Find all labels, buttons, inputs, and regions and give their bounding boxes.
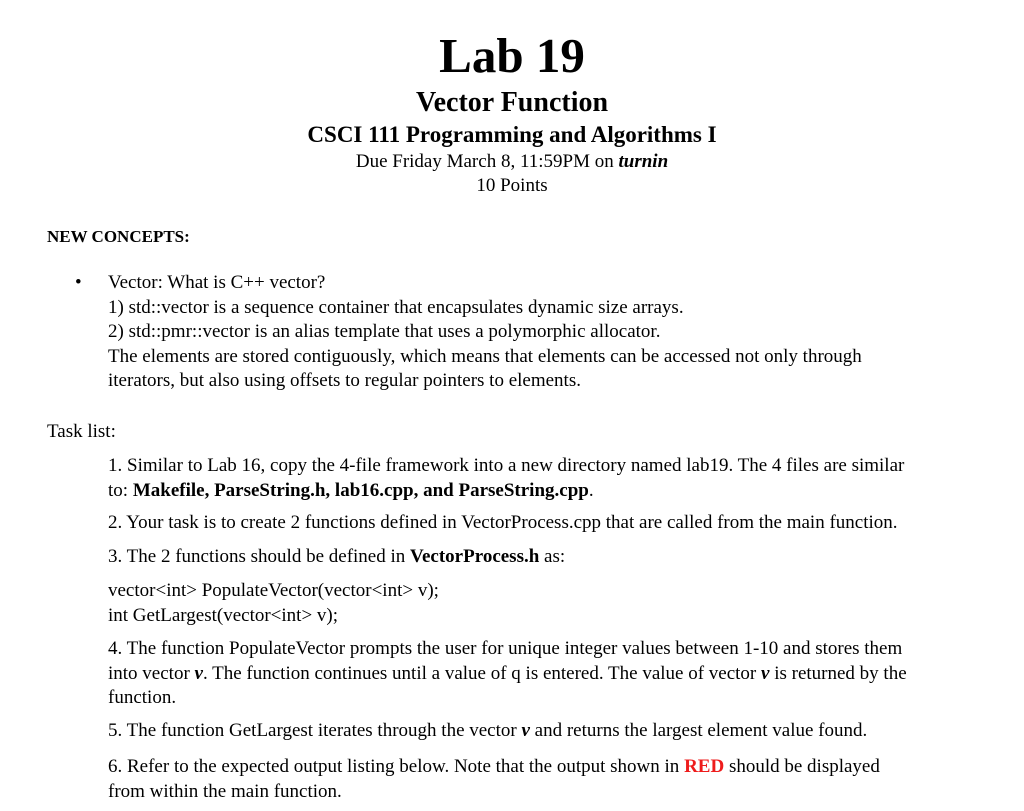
due-text: Due Friday March 8, 11:59PM on xyxy=(355,151,619,172)
task-5-prefix: 5. The function GetLargest iterates through the vector xyxy=(108,720,522,741)
task-4-line-1: 4. The function PopulateVector prompts the user for unique integer values between 1-10 and stores them xyxy=(108,638,903,659)
task-6-prefix: 6. Refer to the expected output listing below. Note that the output shown in xyxy=(108,756,685,777)
lab-title: Lab 19 xyxy=(439,28,585,83)
concept-line: 2) std::pmr::vector is an alias template that uses a polymorphic allocator. xyxy=(108,321,661,342)
concept-line: 1) std::vector is a sequence container that encapsulates dynamic size arrays. xyxy=(108,296,684,318)
task-1-line-1: 1. Similar to Lab 16, copy the 4-file framework into a new directory named lab19. The 4 files are similar xyxy=(108,455,905,476)
concept-line: Vector: What is C++ vector? xyxy=(108,272,326,293)
course-name: CSCI 111 Programming and Algorithms I xyxy=(307,122,717,147)
lab-subtitle: Vector Function xyxy=(415,87,609,118)
due-date xyxy=(0,150,1024,173)
task-6-line-1 xyxy=(108,755,998,780)
code-line-getlargest: int GetLargest(vector<int> v); xyxy=(108,604,339,626)
task-1 xyxy=(108,454,998,503)
task-1-prefix: to: xyxy=(108,479,133,501)
code-line-populate: vector<int> PopulateVector(vector<int> v); xyxy=(108,580,439,601)
task-5-var: v xyxy=(521,720,530,741)
concepts-bullet-text xyxy=(108,271,988,394)
task-3-suffix: as: xyxy=(539,546,566,567)
task-3-code xyxy=(108,579,998,628)
task-4-suffix: is returned by the xyxy=(769,662,907,684)
task-3-prefix: 3. The 2 functions should be defined in xyxy=(108,546,411,567)
task-1-files: Makefile, ParseString.h, lab16.cpp, and ParseString.cpp xyxy=(132,479,589,501)
task-4-var-2: v xyxy=(761,662,770,684)
task-6 xyxy=(108,755,998,804)
task-1-suffix: . xyxy=(588,479,594,501)
task-4-var: v xyxy=(194,662,203,684)
new-concepts-heading: NEW CONCEPTS: xyxy=(47,227,190,246)
bullet-icon: • xyxy=(75,272,82,293)
concept-line: iterators, but also using offsets to regular pointers to elements. xyxy=(108,370,581,391)
task-4-line-3: function. xyxy=(108,687,177,708)
concept-line: The elements are stored contiguously, which means that elements can be accessed not only through xyxy=(108,345,862,367)
task-4-mid: . The function continues until a value of q is entered. The value of vector xyxy=(202,662,762,684)
task-list-label: Task list: xyxy=(47,421,116,442)
points: 10 Points xyxy=(476,175,548,196)
task-5-suffix: and returns the largest element value found. xyxy=(529,720,868,741)
task-3 xyxy=(108,545,998,570)
due-platform: turnin xyxy=(618,151,669,172)
task-2: 2. Your task is to create 2 functions defined in VectorProcess.cpp that are called from the main function. xyxy=(108,512,898,533)
task-6-suffix: should be displayed xyxy=(724,756,880,777)
task-6-red-word: RED xyxy=(684,756,725,777)
task-4-prefix: into vector xyxy=(108,662,195,684)
task-6-line-2: from within the main function. xyxy=(108,780,342,802)
task-5 xyxy=(108,719,998,744)
task-4 xyxy=(108,637,998,711)
task-3-file: VectorProcess.h xyxy=(410,546,540,567)
task-4-line-2 xyxy=(108,662,998,687)
task-1-line-2 xyxy=(108,479,998,504)
